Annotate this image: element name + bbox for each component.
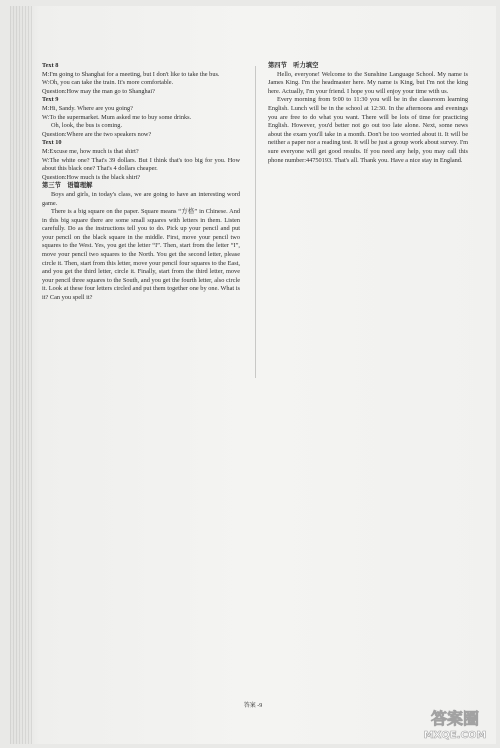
text10-question: Question:How much is the black shirt? (42, 173, 141, 181)
svg-text:MXQE.COM: MXQE.COM (423, 730, 487, 741)
text10-title: Text 10 (42, 139, 62, 147)
page-number: 答案 -9 (243, 703, 263, 709)
section3-paragraph-2: There is a big square on the paper. Square means “方格” in Chinese. And in this big square there are some small squares with letters in them. Listen carefully. Do as the instructions tell you to do. Pick up your pencil and put your pencil on the black square in the middle. First, move your pencil two squares to the West. Yes, you get the letter “I”. Then, start from the letter “I”, move your pencil two squares to the North. You get the second letter, please circle it. Then, start from this letter, move your pencil four squares to the East, and you get the third letter, circle it. Finally, start from the third letter, move your pencil three squares to the South, and you get the fourth letter, also circle it. Look at these four letters circled and put them together one by one. What is it? Can you spell it? (42, 208, 240, 302)
text9-woman-line-2: Oh, look, the bus is coming. (51, 122, 123, 130)
section3-title: 第三节 语篇理解 (42, 182, 93, 190)
section4-title: 第四节 听力填空 (268, 62, 319, 69)
text8-woman-line: W:Oh, you can take the train. It's more comfortable. (42, 79, 174, 87)
text8-title: Text 8 (42, 62, 59, 69)
section3-paragraph-1: Boys and girls, in today's class, we are going to have an interesting word game. (42, 190, 240, 207)
text9-woman-line: W:To the supermarket. Mum asked me to buy some drinks. (42, 113, 192, 121)
binding-edge (10, 6, 32, 744)
site-watermark-logo (418, 706, 492, 742)
text8-man-line: M:I'm going to Shanghai for a meeting, but I don't like to take the bus. (42, 70, 220, 78)
answer-page (10, 6, 496, 744)
section4-paragraph-2: Every morning from 9:00 to 11:30 you will be in the classroom learning English. Lunch will be in the school at 12:30. In the afternoons and evenings you are free to do what you want. There will be lots of time for practicing English. However, you'd better not go out too late alone. Next, some news about the exam you'll take in a month. Don't be too worried about it. It will be neither a paper nor a reading test. It will be just a group work about survey. I'm sure everyone will get good results. If you need any help, you may call this phone number:44750193. That's all. Thank you. Have a nice stay in England. (268, 96, 468, 164)
right-column (268, 62, 468, 165)
left-column (42, 62, 240, 303)
text9-man-line: M:Hi, Sandy. Where are you going? (42, 104, 133, 112)
text9-question: Question:Where are the two speakers now? (42, 130, 152, 138)
section4-paragraph-1: Hello, everyone! Welcome to the Sunshine Language School. My name is James King. I'm the headmaster here. My name is King, but I'm not the king here. Actually, I'm your friend. I hope you will enjoy your time with us. (268, 70, 468, 95)
column-divider (255, 66, 256, 378)
svg-text:答案圈: 答案圈 (430, 709, 480, 728)
text10-man-line: M:Excuse me, how much is that shirt? (42, 147, 139, 155)
text9-title: Text 9 (42, 96, 59, 104)
text10-woman-line: W:The white one? That's 39 dollars. But I think that's too big for you. How about this black one? That's 4 dollars cheaper. (42, 156, 240, 173)
text8-question: Question:How may the man go to Shanghai? (42, 87, 155, 95)
